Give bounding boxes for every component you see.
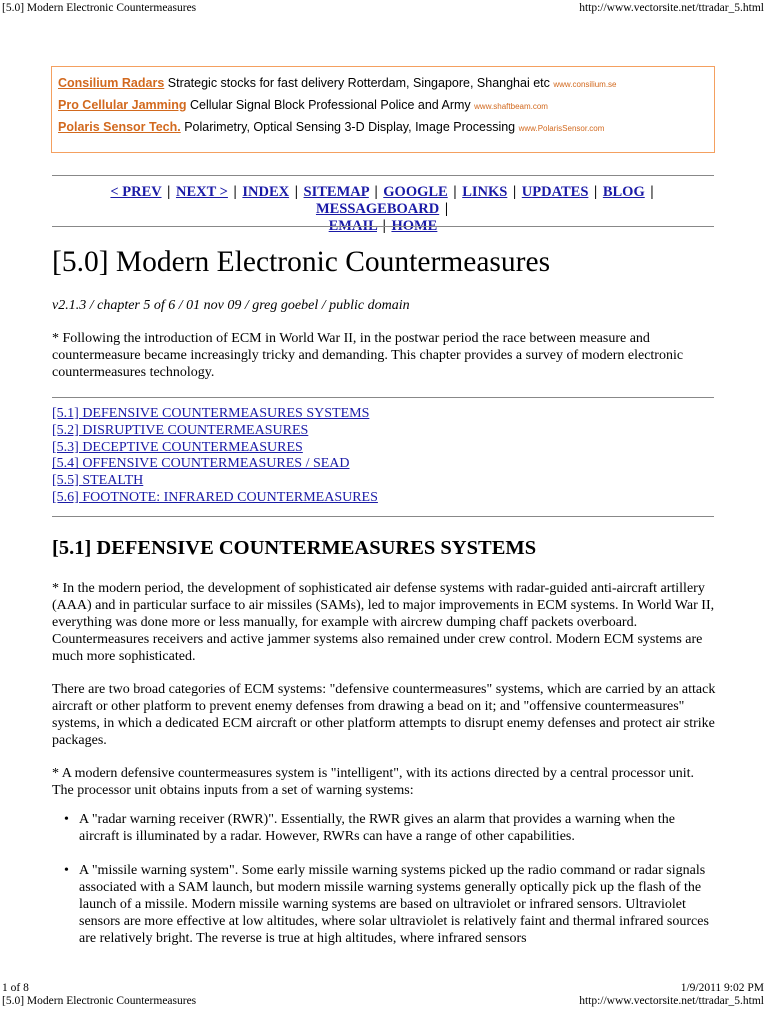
section-paragraph: There are two broad categories of ECM systems: "defensive countermeasures" systems, which are carried by an attack aircraft or other platform to prevent enemy defenses from drawing a bead on it; and "offensive countermeasures" systems, in which a dedicated ECM aircraft or other platform attempts to disrupt enemy defenses and protect air strike packages. [52,682,716,748]
ad-url[interactable]: www.consilium.se [553,80,617,89]
toc-link[interactable]: [5.6] FOOTNOTE: INFRARED COUNTERMEASURES [52,489,378,505]
ad-title[interactable]: Consilium Radars [58,76,165,90]
ad-url[interactable]: www.shaftbeam.com [474,102,548,111]
print-datetime: 1/9/2011 9:02 PM [680,982,764,994]
ad-text: Strategic stocks for fast delivery Rotterdam, Singapore, Shanghai etc [164,76,554,90]
divider [52,516,714,517]
divider [52,397,714,398]
divider [52,175,714,176]
nav-separator: | [650,184,654,200]
print-footer-bottom [0,995,768,1009]
toc-link[interactable]: [5.2] DISRUPTIVE COUNTERMEASURES [52,422,309,438]
nav-links-link[interactable]: LINKS [462,184,508,200]
bullet-glyph: • [64,863,69,878]
site-navigation [52,184,714,235]
nav-next-link[interactable]: NEXT > [175,184,228,200]
ad-title[interactable]: Polaris Sensor Tech. [58,120,181,134]
sponsored-links-box [51,66,715,153]
intro-paragraph: * Following the introduction of ECM in World War II, in the postwar period the race between measure and countermeasure became increasingly tricky and demanding. This chapter provides a survey of modern electronic countermeasures technology. [52,331,684,380]
toc-link[interactable]: [5.1] DEFENSIVE COUNTERMEASURES SYSTEMS [52,406,370,421]
nav-updates-link[interactable]: UPDATES [521,184,589,200]
nav-sitemap-link[interactable]: SITEMAP [303,184,369,200]
nav-separator: | [233,184,237,200]
nav-google-link[interactable]: GOOGLE [383,184,448,200]
divider [52,226,714,227]
print-header-url: http://www.vectorsite.net/ttradar_5.html [579,2,764,14]
nav-separator: | [382,218,386,234]
nav-home-link[interactable]: HOME [391,218,438,234]
nav-separator: | [167,184,171,200]
section-heading: [5.1] DEFENSIVE COUNTERMEASURES SYSTEMS [52,537,537,559]
page-title: [5.0] Modern Electronic Countermeasures [52,246,551,278]
byline: v2.1.3 / chapter 5 of 6 / 01 nov 09 / greg goebel / public domain [52,298,410,313]
ad-url[interactable]: www.PolarisSensor.com [518,124,605,133]
print-header [0,2,768,16]
ad-item[interactable] [58,116,708,138]
section-paragraph: * A modern defensive countermeasures system is "intelligent", with its actions directed by a central processor unit. The processor unit obtains inputs from a set of warning systems: [52,766,695,798]
nav-separator: | [374,184,378,200]
nav-separator: | [294,184,298,200]
print-header-title: [5.0] Modern Electronic Countermeasures [2,2,197,14]
bullet-glyph: • [64,812,69,827]
nav-separator: | [453,184,457,200]
nav-blog-link[interactable]: BLOG [602,184,645,200]
toc-link[interactable]: [5.4] OFFENSIVE COUNTERMEASURES / SEAD [52,456,350,472]
nav-index-link[interactable]: INDEX [242,184,290,200]
warning-systems-list [52,811,716,964]
print-footer-url: http://www.vectorsite.net/ttradar_5.html [579,995,764,1007]
nav-separator: | [444,201,449,217]
nav-messageboard-link[interactable]: MESSAGEBOARD [315,201,440,217]
list-item-text: A "radar warning receiver (RWR)". Essentially, the RWR gives an alarm that provides a warning when the aircraft is illuminated by a radar. However, RWRs can have a range of other capabilities. [79,812,676,844]
list-item [52,862,716,947]
table-of-contents [52,406,378,507]
list-item-text: A "missile warning system". Some early missile warning systems picked up the radio command or radar signals associated with a SAM launch, but modern missile warning systems generally optically pick up the flash of the launch of a missile. Modern missile warning systems are based on ultraviolet or infrared sensors. Ultraviolet sensors are more effective at low altitudes, where solar ultraviolet is relatively faint and thermal infrared sources are relatively bright. The reverse is true at high altitudes, where infrared sensors [79,863,709,946]
section-paragraph: * In the modern period, the development of sophisticated air defense systems with radar-guided anti-aircraft artillery (AAA) and in particular surface to air missiles (SAMs), led to major improvements in ECM systems. In World War II, everything was done more or less manually, for example with aircrew dumping chaff packets overboard. Countermeasures receivers and active jammer systems also remained under crew control. Modern ECM systems are much more sophisticated. [52,581,715,664]
toc-link[interactable]: [5.3] DECEPTIVE COUNTERMEASURES [52,439,303,455]
print-footer-title: [5.0] Modern Electronic Countermeasures [2,995,197,1007]
print-footer-top [0,982,768,996]
ad-text: Cellular Signal Block Professional Police and Army [186,98,475,112]
nav-separator: | [512,184,517,200]
nav-separator: | [594,184,598,200]
nav-email-link[interactable]: EMAIL [328,218,377,234]
ad-item[interactable] [58,94,708,116]
page-counter: 1 of 8 [2,982,29,994]
ad-title[interactable]: Pro Cellular Jamming [58,98,187,112]
nav-prev-link[interactable]: < PREV [110,184,162,200]
list-item [52,811,716,845]
ad-text: Polarimetry, Optical Sensing 3-D Display, Image Processing [180,120,519,134]
toc-link[interactable]: [5.5] STEALTH [52,473,144,489]
ad-item[interactable] [58,72,708,94]
